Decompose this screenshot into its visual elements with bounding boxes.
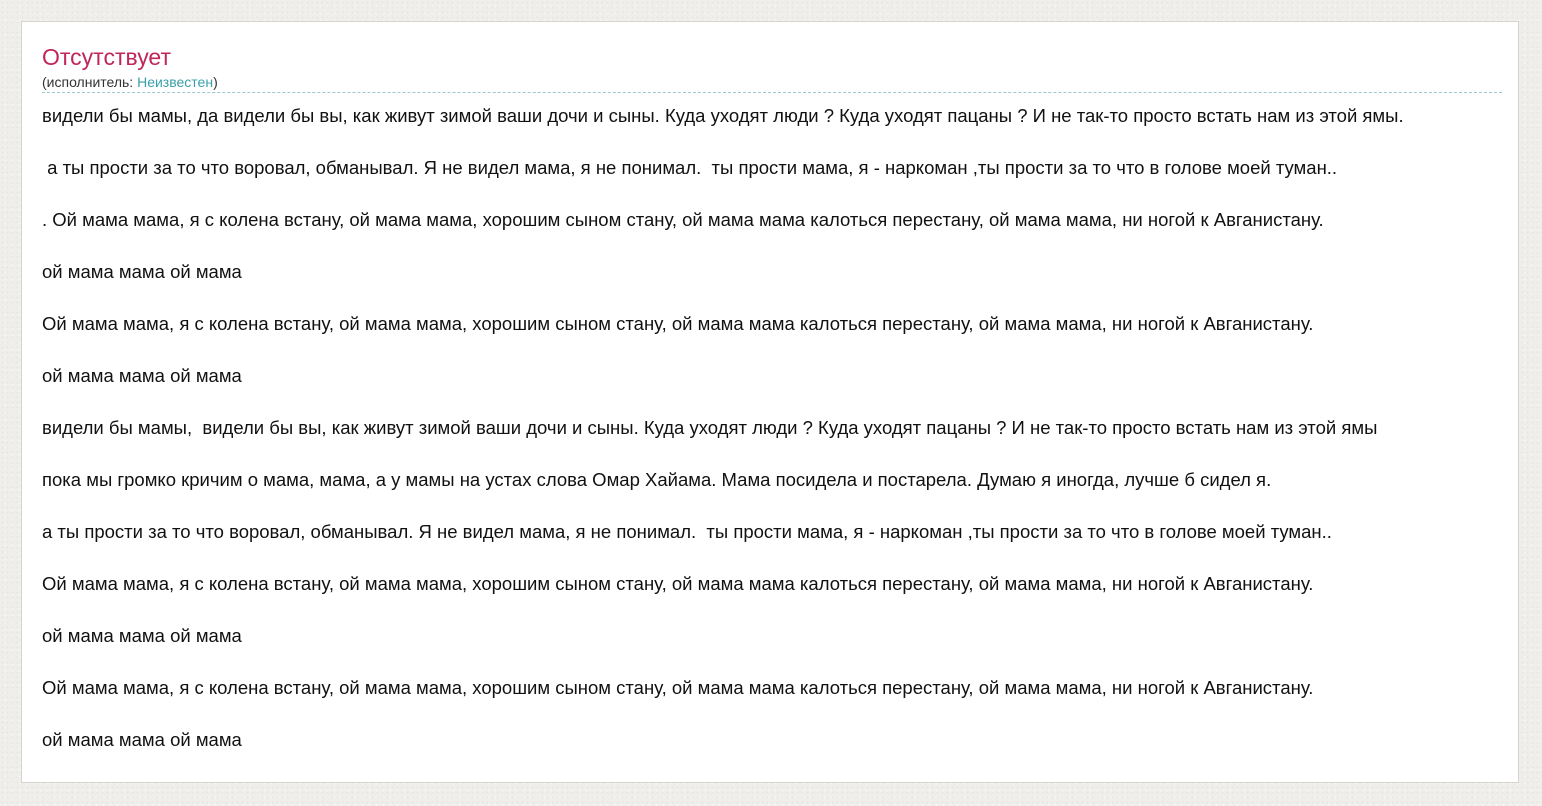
lyrics-line: Ой мама мама, я с колена встану, ой мама мама, хорошим сыном стану, ой мама мама калоться перестану, ой мама мама, ни ногой к Авганистану. (42, 677, 1314, 698)
lyrics-card (21, 21, 1519, 783)
lyrics-line: пока мы громко кричим о мама, мама, а у мамы на устах слова Омар Хайама. Мама посидела и постарела. Думаю я иногда, лучше б сидел я. (42, 469, 1272, 490)
artist-link[interactable]: Неизвестен (137, 74, 214, 90)
artist-line (42, 73, 218, 91)
lyrics-line: Ой мама мама, я с колена встану, ой мама мама, хорошим сыном стану, ой мама мама калоться перестану, ой мама мама, ни ногой к Авганистану. (42, 573, 1314, 594)
lyrics-line: ой мама мама ой мама (42, 625, 242, 646)
lyrics-line: а ты прости за то что воровал, обманывал. Я не видел мама, я не понимал. ты прости мама, я - наркоман ,ты прости за то что в голове моей туман.. (42, 521, 1332, 542)
artist-suffix: ) (213, 74, 218, 90)
artist-prefix: (исполнитель: (42, 74, 138, 90)
lyrics-line: . Ой мама мама, я с колена встану, ой мама мама, хорошим сыном стану, ой мама мама калоться перестану, ой мама мама, ни ногой к Авганистану. (42, 209, 1324, 230)
lyrics-text (42, 102, 1519, 778)
title-divider (42, 92, 1502, 93)
lyrics-line: Ой мама мама, я с колена встану, ой мама мама, хорошим сыном стану, ой мама мама калоться перестану, ой мама мама, ни ногой к Авганистану. (42, 313, 1314, 334)
song-title: Отсутствует (42, 44, 171, 70)
lyrics-line: а ты прости за то что воровал, обманывал. Я не видел мама, я не понимал. ты прости мама, я - наркоман ,ты прости за то что в голове моей туман.. (42, 157, 1338, 178)
lyrics-line: видели бы мамы, да видели бы вы, как живут зимой ваши дочи и сыны. Куда уходят люди ? Куда уходят пацаны ? И не так-то просто встать нам из этой ямы. (42, 105, 1404, 126)
lyrics-line: видели бы мамы, видели бы вы, как живут зимой ваши дочи и сыны. Куда уходят люди ? Куда уходят пацаны ? И не так-то просто встать нам из этой ямы (42, 417, 1378, 438)
lyrics-line: ой мама мама ой мама (42, 261, 242, 282)
lyrics-line: ой мама мама ой мама (42, 729, 242, 750)
lyrics-line: ой мама мама ой мама (42, 365, 242, 386)
